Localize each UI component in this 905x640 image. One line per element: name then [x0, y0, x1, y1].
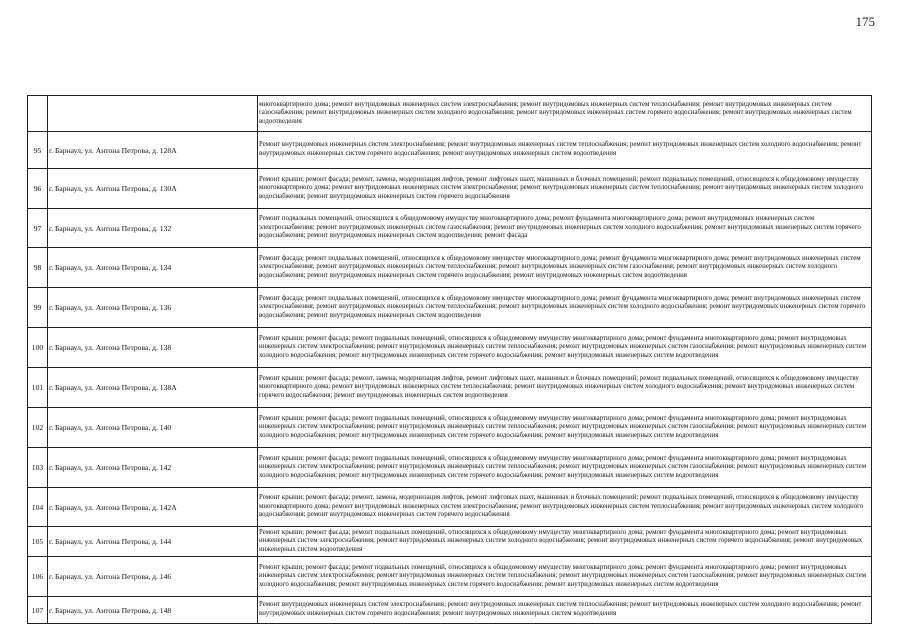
- table-row: [28, 132, 872, 169]
- table-row: [28, 209, 872, 248]
- row-address: г. Барнаул, ул. Антона Петрова, д. 144: [48, 527, 258, 557]
- table-row: [28, 288, 872, 328]
- row-address: г. Барнаул, ул. Антона Петрова, д. 146: [48, 557, 258, 597]
- row-number: 105: [28, 527, 48, 557]
- row-number: [28, 96, 48, 132]
- row-works: Ремонт фасада; ремонт подвальных помещений, относящихся к общедомовому имуществу многоквартирного дома; ремонт фундамента многоквартирного дома; ремонт внутридомовых инженерных систем электроснабжения; ремонт внутридомовых инженерных систем теплоснабжения; ремонт внутридомовых инженерных систем газоснабжения; ремонт внутридомовых инженерных систем холодного водоснабжения; ремонт внутридомовых инженерных систем горячего водоснабжения; ремонт внутридомовых инженерных систем водоотведения: [258, 248, 872, 288]
- row-works: Ремонт фасада; ремонт подвальных помещений, относящихся к общедомовому имуществу многоквартирного дома; ремонт фундамента многоквартирного дома; ремонт внутридомовых инженерных систем электроснабжения; ремонт внутридомовых инженерных систем теплоснабжения; ремонт внутридомовых инженерных систем холодного водоснабжения; ремонт внутридомовых инженерных систем горячего водоснабжения; ремонт внутридомовых инженерных систем водоотведения: [258, 288, 872, 328]
- table-row: [28, 557, 872, 597]
- row-works: Ремонт внутридомовых инженерных систем электроснабжения; ремонт внутридомовых инженерных систем теплоснабжения; ремонт внутридомовых инженерных систем холодного водоснабжения; ремонт внутридомовых инженерных систем горячего водоснабжения; ремонт внутридомовых инженерных систем водоотведения: [258, 597, 872, 624]
- row-works: Ремонт крыши; ремонт фасада; ремонт, замена, модернизация лифтов, ремонт лифтовых шахт, машинных и блочных помещений; ремонт подвальных помещений, относящихся к общедомовому имуществу многоквартирного дома; ремонт внутридомовых инженерных систем электроснабжения; ремонт внутридомовых инженерных систем теплоснабжения; ремонт внутридомовых инженерных систем холодного водоснабжения; ремонт внутридомовых инженерных систем горячего водоснабжения: [258, 488, 872, 527]
- row-address: г. Барнаул, ул. Антона Петрова, д. 134: [48, 248, 258, 288]
- row-works: Ремонт крыши; ремонт фасада; ремонт подвальных помещений, относящихся к общедомовому имуществу многоквартирного дома; ремонт фундамента многоквартирного дома; ремонт внутридомовых инженерных систем электроснабжения; ремонт внутридомовых инженерных систем холодного водоснабжения; ремонт внутридомовых инженерных систем горячего водоснабжения; ремонт внутридомовых инженерных систем водоотведения: [258, 527, 872, 557]
- row-address: г. Барнаул, ул. Антона Петрова, д. 132: [48, 209, 258, 248]
- table-row: [28, 96, 872, 132]
- row-address: г. Барнаул, ул. Антона Петрова, д. 138: [48, 328, 258, 368]
- row-address: [48, 96, 258, 132]
- row-address: г. Барнаул, ул. Антона Петрова, д. 142: [48, 448, 258, 488]
- table-row: [28, 328, 872, 368]
- row-number: 100: [28, 328, 48, 368]
- table-row: [28, 248, 872, 288]
- row-address: г. Барнаул, ул. Антона Петрова, д. 128А: [48, 132, 258, 169]
- repair-works-table: [27, 95, 872, 624]
- table-row: [28, 448, 872, 488]
- row-works: Ремонт крыши; ремонт фасада; ремонт подвальных помещений, относящихся к общедомовому имуществу многоквартирного дома; ремонт фундамента многоквартирного дома; ремонт внутридомовых инженерных систем электроснабжения; ремонт внутридомовых инженерных систем теплоснабжения; ремонт внутридомовых инженерных систем газоснабжения; ремонт внутридомовых инженерных систем холодного водоснабжения; ремонт внутридомовых инженерных систем горячего водоснабжения; ремонт внутридомовых инженерных систем водоотведения: [258, 448, 872, 488]
- row-number: 103: [28, 448, 48, 488]
- row-works: Ремонт крыши; ремонт фасада; ремонт подвальных помещений, относящихся к общедомовому имуществу многоквартирного дома; ремонт фундамента многоквартирного дома; ремонт внутридомовых инженерных систем электроснабжения; ремонт внутридомовых инженерных систем теплоснабжения; ремонт внутридомовых инженерных систем газоснабжения; ремонт внутридомовых инженерных систем холодного водоснабжения; ремонт внутридомовых инженерных систем горячего водоснабжения; ремонт внутридомовых инженерных систем водоотведения: [258, 408, 872, 448]
- table-row: [28, 527, 872, 557]
- table-body: [28, 96, 872, 624]
- row-address: г. Барнаул, ул. Антона Петрова, д. 142А: [48, 488, 258, 527]
- row-works: Ремонт внутридомовых инженерных систем электроснабжения; ремонт внутридомовых инженерных систем теплоснабжения; ремонт внутридомовых инженерных систем холодного водоснабжения; ремонт внутридомовых инженерных систем горячего водоснабжения; ремонт внутридомовых инженерных систем водоотведения: [258, 132, 872, 169]
- table-row: [28, 597, 872, 624]
- page-number: 175: [855, 14, 875, 29]
- row-works: Ремонт крыши; ремонт фасада; ремонт, замена, модернизация лифтов, ремонт лифтовых шахт, машинных и блочных помещений; ремонт подвальных помещений, относящихся к общедомовому имуществу многоквартирного дома; ремонт внутридомовых инженерных систем электроснабжения; ремонт внутридомовых инженерных систем теплоснабжения; ремонт внутридомовых инженерных систем холодного водоснабжения; ремонт внутридомовых инженерных систем горячего водоснабжения: [258, 169, 872, 209]
- row-works: Ремонт крыши; ремонт фасада; ремонт подвальных помещений, относящихся к общедомовому имуществу многоквартирного дома; ремонт фундамента многоквартирного дома; ремонт внутридомовых инженерных систем электроснабжения; ремонт внутридомовых инженерных систем теплоснабжения; ремонт внутридомовых инженерных систем газоснабжения; ремонт внутридомовых инженерных систем холодного водоснабжения; ремонт внутридомовых инженерных систем горячего водоснабжения; ремонт внутридомовых инженерных систем водоотведения: [258, 557, 872, 597]
- row-number: 107: [28, 597, 48, 624]
- table-row: [28, 408, 872, 448]
- row-address: г. Барнаул, ул. Антона Петрова, д. 138А: [48, 368, 258, 408]
- row-works: Ремонт крыши; ремонт фасада; ремонт, замена, модернизация лифтов, ремонт лифтовых шахт, машинных и блочных помещений; ремонт подвальных помещений, относящихся к общедомовому имуществу многоквартирного дома; ремонт внутридомовых инженерных систем теплоснабжения; ремонт внутридомовых инженерных систем холодного водоснабжения; ремонт внутридомовых инженерных систем горячего водоснабжения; ремонт внутридомовых инженерных систем водоотведения: [258, 368, 872, 408]
- row-address: г. Барнаул, ул. Антона Петрова, д. 140: [48, 408, 258, 448]
- row-number: 106: [28, 557, 48, 597]
- row-works: многоквартирного дома; ремонт внутридомовых инженерных систем электроснабжения; ремонт внутридомовых инженерных систем теплоснабжения; ремонт внутридомовых инженерных систем газоснабжения; ремонт внутридомовых инженерных систем холодного водоснабжения; ремонт внутридомовых инженерных систем горячего водоснабжения; ремонт внутридомовых инженерных систем водоотведения: [258, 96, 872, 132]
- row-number: 98: [28, 248, 48, 288]
- row-address: г. Барнаул, ул. Антона Петрова, д. 130А: [48, 169, 258, 209]
- table-row: [28, 169, 872, 209]
- row-number: 97: [28, 209, 48, 248]
- row-works: Ремонт подвальных помещений, относящихся к общедомовому имуществу многоквартирного дома; ремонт фундамента многоквартирного дома; ремонт внутридомовых инженерных систем электроснабжения; ремонт внутридомовых инженерных систем газоснабжения; ремонт внутридомовых инженерных систем холодного водоснабжения; ремонт внутридомовых инженерных систем горячего водоснабжения; ремонт внутридомовых инженерных систем водоотведения; ремонт фасада: [258, 209, 872, 248]
- row-number: 99: [28, 288, 48, 328]
- table-row: [28, 488, 872, 527]
- row-number: 95: [28, 132, 48, 169]
- table-row: [28, 368, 872, 408]
- row-number: 104: [28, 488, 48, 527]
- row-number: 102: [28, 408, 48, 448]
- row-works: Ремонт крыши; ремонт фасада; ремонт подвальных помещений, относящихся к общедомовому имуществу многоквартирного дома; ремонт фундамента многоквартирного дома; ремонт внутридомовых инженерных систем электроснабжения; ремонт внутридомовых инженерных систем теплоснабжения; ремонт внутридомовых инженерных систем газоснабжения; ремонт внутридомовых инженерных систем холодного водоснабжения; ремонт внутридомовых инженерных систем горячего водоснабжения; ремонт внутридомовых инженерных систем водоотведения: [258, 328, 872, 368]
- row-number: 101: [28, 368, 48, 408]
- row-address: г. Барнаул, ул. Антона Петрова, д. 148: [48, 597, 258, 624]
- row-number: 96: [28, 169, 48, 209]
- row-address: г. Барнаул, ул. Антона Петрова, д. 136: [48, 288, 258, 328]
